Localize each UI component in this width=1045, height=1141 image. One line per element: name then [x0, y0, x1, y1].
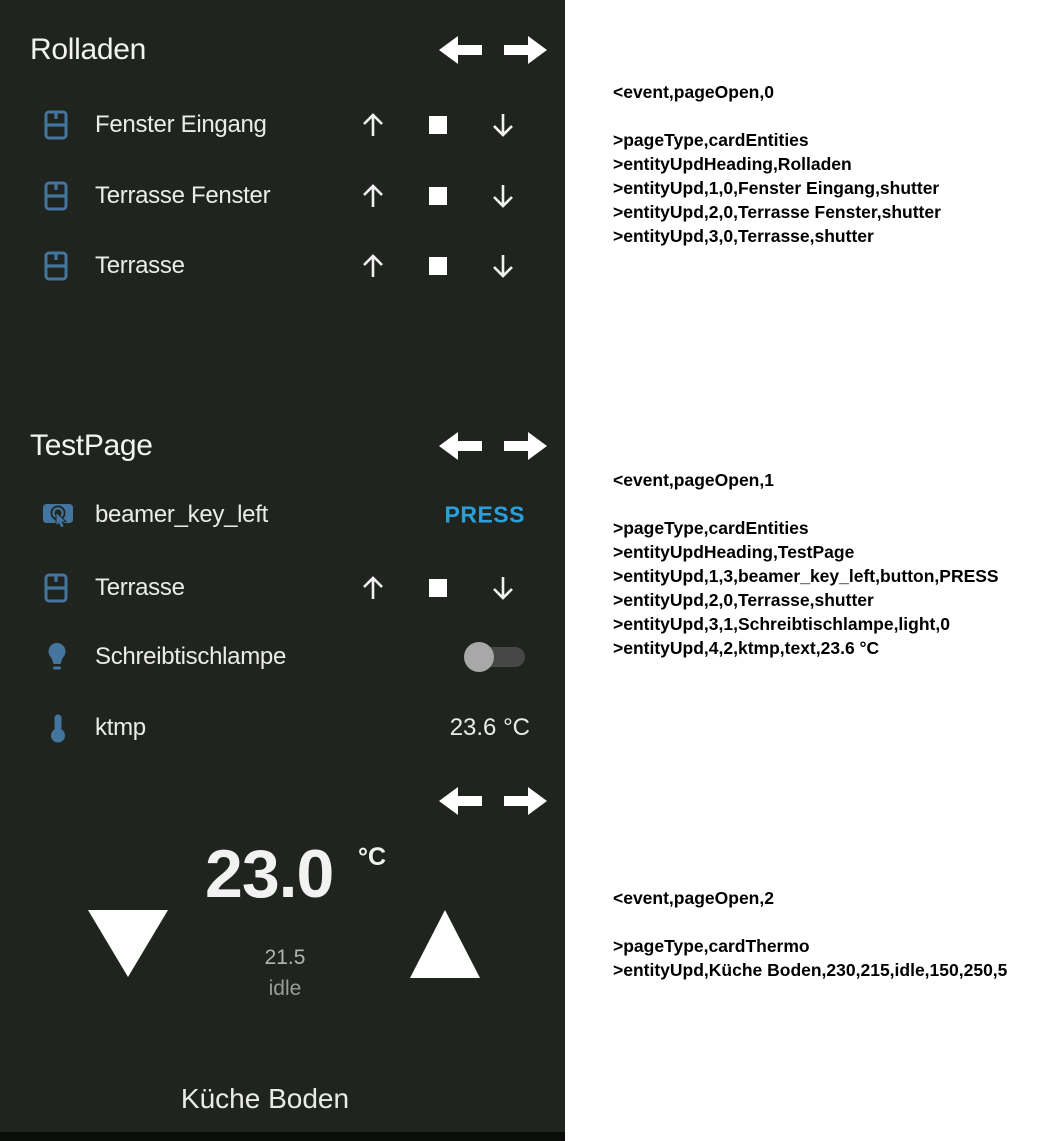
log-gap [613, 104, 1043, 128]
nav-next-icon[interactable] [504, 431, 548, 461]
window-shutter-icon [44, 573, 68, 603]
entity-row-terrasse-2 [0, 566, 565, 610]
sensor-value: 23.6 °C [449, 714, 530, 741]
log-gap [613, 492, 1043, 516]
hvac-status: idle [268, 977, 302, 1000]
shutter-stop-button[interactable] [429, 257, 447, 275]
setpoint-value: 21.5 [264, 946, 306, 969]
gesture-tap-button-icon [40, 497, 76, 533]
shutter-down-button[interactable] [486, 179, 520, 213]
thermostat-title: Küche Boden [180, 1083, 350, 1114]
log-block-page1 [613, 468, 1043, 660]
entity-row-terrasse [0, 244, 565, 288]
log-event-line: <event,pageOpen,0 [613, 82, 774, 102]
log-line: >entityUpdHeading,Rolladen [613, 154, 852, 174]
entity-label: Schreibtischlampe [95, 643, 286, 670]
shutter-stop-button[interactable] [429, 116, 447, 134]
entity-label: ktmp [95, 714, 146, 741]
shutter-up-button[interactable] [356, 108, 390, 142]
nav-previous-icon[interactable] [438, 35, 482, 65]
entity-label: Terrasse Fenster [95, 182, 271, 209]
card-heading-rolladen: Rolladen [30, 33, 147, 66]
temperature-unit: °C [358, 843, 387, 871]
nav-previous-icon[interactable] [438, 786, 482, 816]
entity-row-schreibtischlampe [0, 635, 565, 679]
log-line: >pageType,cardEntities [613, 130, 809, 150]
log-line: >pageType,cardThermo [613, 936, 810, 956]
nav-next-icon[interactable] [504, 786, 548, 816]
entity-label: Terrasse [95, 252, 185, 279]
entity-row-fenster-eingang [0, 103, 565, 147]
shutter-stop-button[interactable] [429, 579, 447, 597]
shutter-up-button[interactable] [356, 179, 390, 213]
entity-label: Fenster Eingang [95, 111, 267, 138]
log-line: >entityUpd,2,0,Terrasse,shutter [613, 590, 874, 610]
log-line: >pageType,cardEntities [613, 518, 809, 538]
thermometer-icon [49, 713, 67, 743]
window-shutter-icon [44, 181, 68, 211]
shutter-down-button[interactable] [486, 571, 520, 605]
nav-previous-icon[interactable] [438, 431, 482, 461]
entity-row-beamer-key-left [0, 493, 565, 537]
log-line: >entityUpd,Küche Boden,230,215,idle,150,250,5 [613, 960, 1008, 980]
log-line: >entityUpd,1,3,beamer_key_left,button,PRESS [613, 566, 999, 586]
log-block-page2 [613, 886, 1043, 982]
log-line: >entityUpd,3,1,Schreibtischlampe,light,0 [613, 614, 950, 634]
log-event-line: <event,pageOpen,1 [613, 470, 774, 490]
shutter-down-button[interactable] [486, 108, 520, 142]
entity-row-ktmp [0, 706, 565, 750]
log-line: >entityUpd,3,0,Terrasse,shutter [613, 226, 874, 246]
bottom-edge-bar [0, 1132, 565, 1141]
entity-row-terrasse-fenster [0, 174, 565, 218]
log-block-page0 [613, 80, 1043, 248]
log-event-line: <event,pageOpen,2 [613, 888, 774, 908]
shutter-stop-button[interactable] [429, 187, 447, 205]
nav-next-icon[interactable] [504, 35, 548, 65]
log-line: >entityUpd,1,0,Fenster Eingang,shutter [613, 178, 940, 198]
log-line: >entityUpdHeading,TestPage [613, 542, 855, 562]
press-button[interactable]: PRESS [444, 501, 525, 528]
shutter-up-button[interactable] [356, 249, 390, 283]
window-shutter-icon [44, 110, 68, 140]
current-temperature: 23.0 [205, 836, 334, 912]
shutter-down-button[interactable] [486, 249, 520, 283]
log-line: >entityUpd,2,0,Terrasse Fenster,shutter [613, 202, 941, 222]
window-shutter-icon [44, 251, 68, 281]
toggle-knob [464, 642, 494, 672]
log-line: >entityUpd,4,2,ktmp,text,23.6 °C [613, 638, 880, 658]
lightbulb-icon [46, 642, 68, 672]
shutter-up-button[interactable] [356, 571, 390, 605]
log-gap [613, 910, 1043, 934]
entity-label: Terrasse [95, 574, 185, 601]
card-heading-testpage: TestPage [30, 429, 153, 462]
entity-label: beamer_key_left [95, 501, 268, 528]
light-toggle-switch[interactable] [464, 642, 526, 672]
